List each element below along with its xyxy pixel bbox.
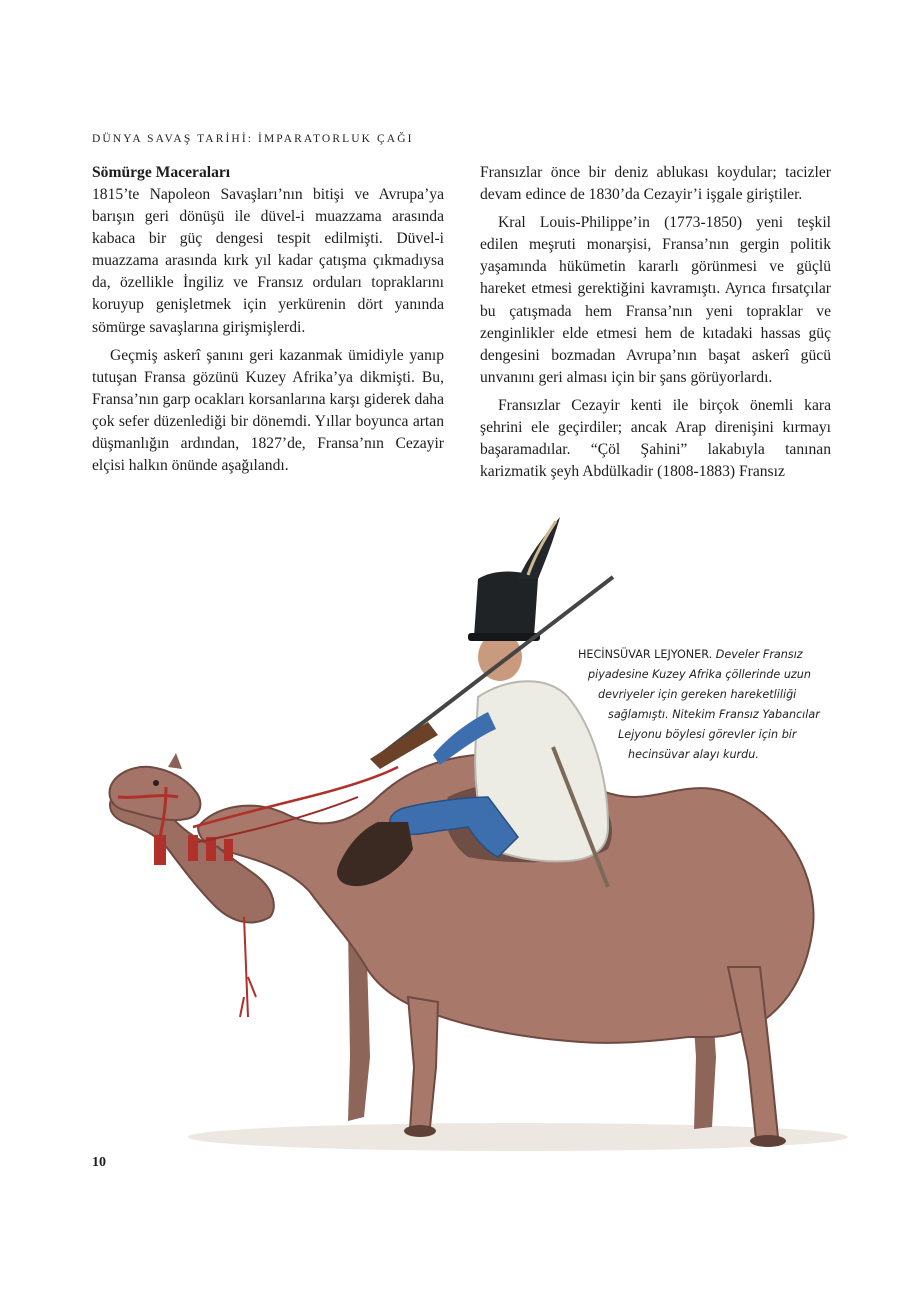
camel-eye: [153, 780, 159, 786]
paragraph: Fransızlar önce bir deniz ablukası koydular; tacizler devam edince de 1830’da Cezayir’i işgale giriştiler.: [480, 164, 831, 204]
paragraph: Geçmiş askerî şanını geri kazanmak ümidiyle yanıp tutuşan Fransa gözünü Kuzey Afrika’ya dikmişti. Bu, Fransa’nın garp ocakları korsanlarına karşı giderek daha çok sefer düzenlediği bir dönemdi. Yıllar boyunca artan düşmanlığın ardından, 1827’de, Fransa’nın Cezayir elçisi halkın önünde aşağılandı.: [92, 346, 444, 475]
paragraph: Kral Louis-Philippe’in (1773-1850) yeni teşkil edilen meşruti monarşisi, Fransa’nın gergin politik yaşamında hükümetin kararlı görünmesi ve güçlü hareket etmesi gerektiğini kavramıştı. Ayrıca fırsatçılar bu çatışmada hem Fransa’nın yeni topraklar ve zenginlikler elde etmesi hem de kıtadaki hassas güç dengesini bozmadan Avrupa’nın başat askerî gücü unvanını geri alması için bir şans görüyorlardı.: [480, 214, 831, 386]
shako-hat: [474, 572, 538, 638]
camel-ear: [168, 753, 182, 769]
caption-text: Develer Fransız: [715, 648, 803, 661]
camel-rider-illustration: [48, 497, 888, 1167]
caption-line: [578, 645, 828, 665]
paragraph: Fransızlar Cezayir kenti ile birçok önemli kara şehrini ele geçirdiler; ancak Arap direnişini kırmayı başaramadılar. “Çöl Şahini” lakabıyla tanınan karizmatik şeyh Abdülkadir (1808-1883) Fransız: [480, 396, 831, 481]
page-number: 10: [92, 1155, 106, 1170]
caption-title: HECİNSÜVAR LEJYONER.: [578, 648, 713, 661]
ground-shadow: [188, 1123, 848, 1151]
right-column: [480, 162, 831, 489]
caption-line: hecinsüvar alayı kurdu.: [628, 748, 759, 761]
running-head: DÜNYA SAVAŞ TARİHİ: İMPARATORLUK ÇAĞI: [92, 133, 414, 145]
section-title: Sömürge Maceraları: [92, 164, 231, 181]
left-column: [92, 162, 444, 483]
caption-line: devriyeler için gereken hareketliliği: [598, 688, 797, 701]
caption-line: sağlamıştı. Nitekim Fransız Yabancılar: [608, 708, 820, 721]
figure-caption: [578, 645, 828, 765]
caption-line: piyadesine Kuzey Afrika çöllerinde uzun: [588, 668, 811, 681]
caption-line: Lejyonu böylesi görevler için bir: [618, 728, 797, 741]
paragraph: 1815’te Napoleon Savaşları’nın bitişi ve Avrupa’ya barışın geri dönüşü ile düvel-i muazzama arasında kabaca bir güç dengesi tespit edilmişti. Düvel-i muazzama arasında kırk yıl kadar çatışma çıkmadıysa da, özellikle İngiliz ve Fransız orduları topraklarını koruyup genişletmek için yerkürenin dört yanında sömürge savaşlarına girişmişlerdi.: [92, 186, 444, 336]
